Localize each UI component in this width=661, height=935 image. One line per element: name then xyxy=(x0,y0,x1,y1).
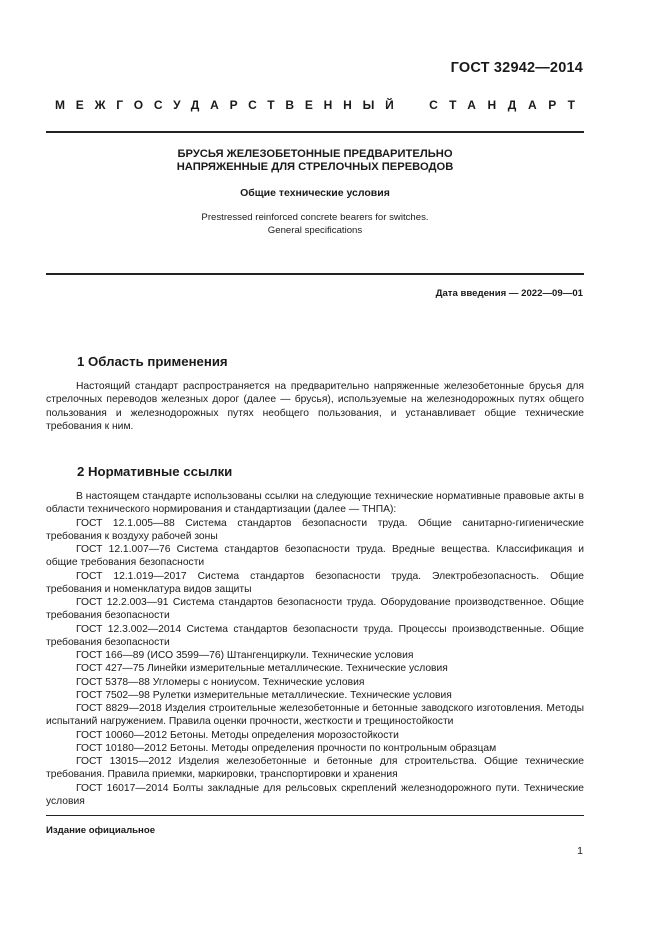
reference-item: ГОСТ 166—89 (ИСО 3599—76) Штангенциркули. Технические условия xyxy=(76,650,414,661)
official-edition-label: Издание официальное xyxy=(46,825,156,836)
standard-word-interstate: МЕЖГОСУДАРСТВЕННЫЙ xyxy=(55,98,405,112)
reference-item: ГОСТ 12.1.005—88 Система стандартов безопасности труда. Общие санитарно-гигиенические требования к воздуху рабочей зоны xyxy=(46,517,584,542)
reference-item: ГОСТ 10180—2012 Бетоны. Методы определения прочности по контрольным образцам xyxy=(76,742,497,754)
section-1-heading: 1 Область применения xyxy=(77,354,228,369)
english-title-line-2: General specifications xyxy=(267,224,363,236)
english-title-line-1: Prestressed reinforced concrete bearers for switches. xyxy=(201,212,429,223)
reference-item: ГОСТ 16017—2014 Болты закладные для рельсовых скреплений железнодорожного пути. Технические условия xyxy=(46,782,584,807)
footer-divider xyxy=(46,815,584,816)
reference-item: ГОСТ 12.1.007—76 Система стандартов безопасности труда. Вредные вещества. Классификация и общие требования безопасности xyxy=(46,544,584,569)
reference-item: ГОСТ 12.2.003—91 Система стандартов безопасности труда. Оборудование производственное. Общие требования безопасности xyxy=(46,597,584,622)
page-number: 1 xyxy=(577,845,583,857)
gost-code: ГОСТ 32942—2014 xyxy=(450,60,583,76)
reference-item: ГОСТ 10060—2012 Бетоны. Методы определения морозостойкости xyxy=(76,729,399,741)
document-subtitle: Общие технические условия xyxy=(240,187,390,199)
title-line-2: НАПРЯЖЕННЫЕ ДЛЯ СТРЕЛОЧНЫХ ПЕРЕВОДОВ xyxy=(176,161,454,173)
section-2-heading: 2 Нормативные ссылки xyxy=(77,464,233,479)
top-divider xyxy=(46,131,584,133)
section-2-intro: В настоящем стандарте использованы ссылки на следующие технические нормативные правовые акты в области технического нормирования и стандартизации (далее — ТНПА): xyxy=(46,491,584,516)
reference-item: ГОСТ 5378—88 Угломеры с нониусом. Технические условия xyxy=(76,676,365,688)
title-line-1: БРУСЬЯ ЖЕЛЕЗОБЕТОННЫЕ ПРЕДВАРИТЕЛЬНО xyxy=(177,148,453,160)
reference-item: ГОСТ 427—75 Линейки измерительные металлические. Технические условия xyxy=(76,663,448,675)
section-1-text xyxy=(46,380,584,433)
reference-item: ГОСТ 12.3.002—2014 Система стандартов безопасности труда. Процессы производственные. Общие требования безопасности xyxy=(46,623,584,648)
reference-item: ГОСТ 12.1.019—2017 Система стандартов безопасности труда. Электробезопасность. Общие требования и номенклатура видов защиты xyxy=(46,570,584,595)
section-1-paragraph: Настоящий стандарт распространяется на предварительно напряженные железобетонные брусья для стрелочных переводов железных дорог (далее — брусья), используемые на железнодорожных путях общего пользования и железнодорожных путях необщего пользования, и устанавливает общие технические требования к ним. xyxy=(46,381,584,432)
reference-item: ГОСТ 7502—98 Рулетки измерительные металлические. Технические условия xyxy=(76,689,452,701)
normative-references-list xyxy=(46,490,584,808)
introduction-date: Дата введения — 2022—09—01 xyxy=(435,288,583,299)
document-title xyxy=(46,148,584,174)
reference-item: ГОСТ 8829—2018 Изделия строительные железобетонные и бетонные заводского изготовления. Методы испытаний нагружением. Правила оценки прочности, жесткости и трещиностойкости xyxy=(46,703,584,728)
reference-item: ГОСТ 13015—2012 Изделия железобетонные и бетонные для строительства. Общие технические требования. Правила приемки, маркировки, транспортировки и хранения xyxy=(46,756,584,781)
title-bottom-divider xyxy=(46,273,584,275)
standard-word-standard: СТАНДАРТ xyxy=(429,98,587,112)
english-title xyxy=(46,212,584,237)
